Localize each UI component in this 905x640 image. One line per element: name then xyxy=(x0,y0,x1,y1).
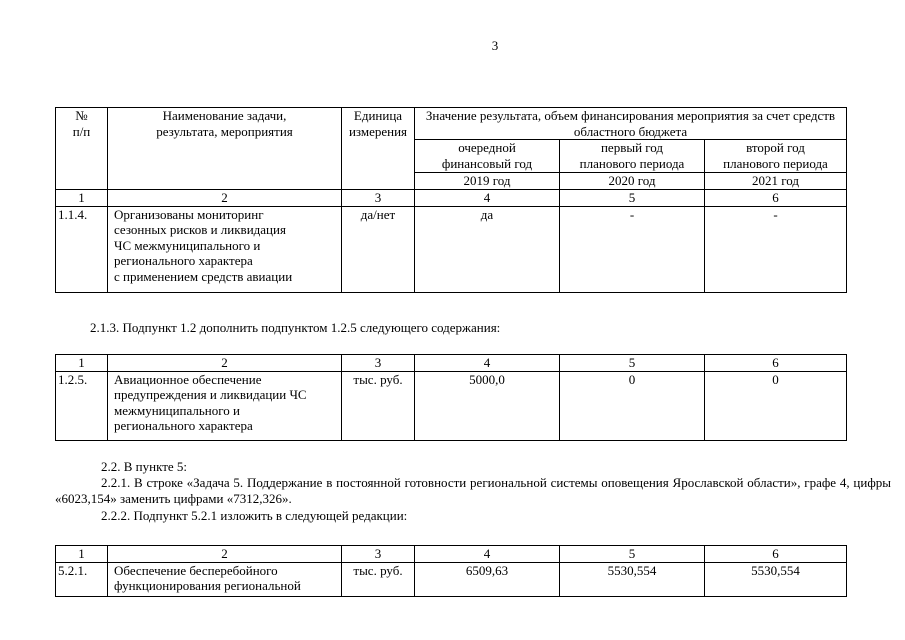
year3-label: 2021 год xyxy=(705,173,847,190)
table-row xyxy=(56,562,847,596)
col-num-6: 6 xyxy=(705,190,847,207)
col-num-2: 2 xyxy=(108,546,342,563)
table-5-2-1 xyxy=(55,545,847,597)
row-name: Организованы мониторинг сезонных рисков и ликвидация ЧС межмуниципального и регионального характера с применением средств авиации xyxy=(108,206,342,292)
table-row xyxy=(56,206,847,292)
row-value-2: 5530,554 xyxy=(560,562,705,596)
row-name: Авиационное обеспечение предупреждения и ликвидации ЧС межмуниципального и регионального характера xyxy=(108,371,342,440)
header-unit: Единица измерения xyxy=(342,108,415,190)
table-row xyxy=(56,371,847,440)
header-year2: первый год планового периода xyxy=(560,140,705,173)
col-num-6: 6 xyxy=(705,355,847,372)
col-num-3: 3 xyxy=(342,190,415,207)
row-unit: тыс. руб. xyxy=(342,371,415,440)
row-name: Обеспечение бесперебойного функционирования региональной xyxy=(108,562,342,596)
row-unit: тыс. руб. xyxy=(342,562,415,596)
row-value-1: 6509,63 xyxy=(415,562,560,596)
paragraph-2-2: 2.2. В пункте 5: xyxy=(101,459,188,474)
col-num-5: 5 xyxy=(560,546,705,563)
table-1-2-5 xyxy=(55,354,847,441)
row-value-2: 0 xyxy=(560,371,705,440)
page-number: 3 xyxy=(491,38,499,53)
year2-label: 2020 год xyxy=(560,173,705,190)
row-unit: да/нет xyxy=(342,206,415,292)
col-num-1: 1 xyxy=(56,190,108,207)
row-num: 5.2.1. xyxy=(56,562,108,596)
paragraph-2-2-2: 2.2.2. Подпункт 5.2.1 изложить в следующей редакции: xyxy=(101,508,408,523)
row-value-2: - xyxy=(560,206,705,292)
col-num-5: 5 xyxy=(560,355,705,372)
col-num-4: 4 xyxy=(415,190,560,207)
header-year1: очередной финансовый год xyxy=(415,140,560,173)
table-header-block xyxy=(55,107,847,293)
row-num: 1.2.5. xyxy=(56,371,108,440)
col-num-3: 3 xyxy=(342,355,415,372)
year1-label: 2019 год xyxy=(415,173,560,190)
col-num-1: 1 xyxy=(56,355,108,372)
col-num-5: 5 xyxy=(560,190,705,207)
row-value-1: да xyxy=(415,206,560,292)
col-num-3: 3 xyxy=(342,546,415,563)
paragraph-2-1-3: 2.1.3. Подпункт 1.2 дополнить подпунктом 1.2.5 следующего содержания: xyxy=(90,320,501,335)
paragraph-2-2-1: 2.2.1. В строке «Задача 5. Поддержание в постоянной готовности региональной системы оповещения Ярославской области», графе 4, цифры «6023,154» заменить цифрами «7312,326». xyxy=(55,475,891,506)
col-num-6: 6 xyxy=(705,546,847,563)
header-year3: второй год планового периода xyxy=(705,140,847,173)
col-num-2: 2 xyxy=(108,355,342,372)
row-value-3: - xyxy=(705,206,847,292)
col-num-4: 4 xyxy=(415,355,560,372)
row-num: 1.1.4. xyxy=(56,206,108,292)
col-num-1: 1 xyxy=(56,546,108,563)
col-num-4: 4 xyxy=(415,546,560,563)
header-value: Значение результата, объем финансирования мероприятия за счет средств областного бюджета xyxy=(415,108,847,140)
header-num: № п/п xyxy=(56,108,108,190)
header-name: Наименование задачи, результата, мероприятия xyxy=(108,108,342,190)
col-num-2: 2 xyxy=(108,190,342,207)
row-value-3: 5530,554 xyxy=(705,562,847,596)
row-value-1: 5000,0 xyxy=(415,371,560,440)
row-value-3: 0 xyxy=(705,371,847,440)
